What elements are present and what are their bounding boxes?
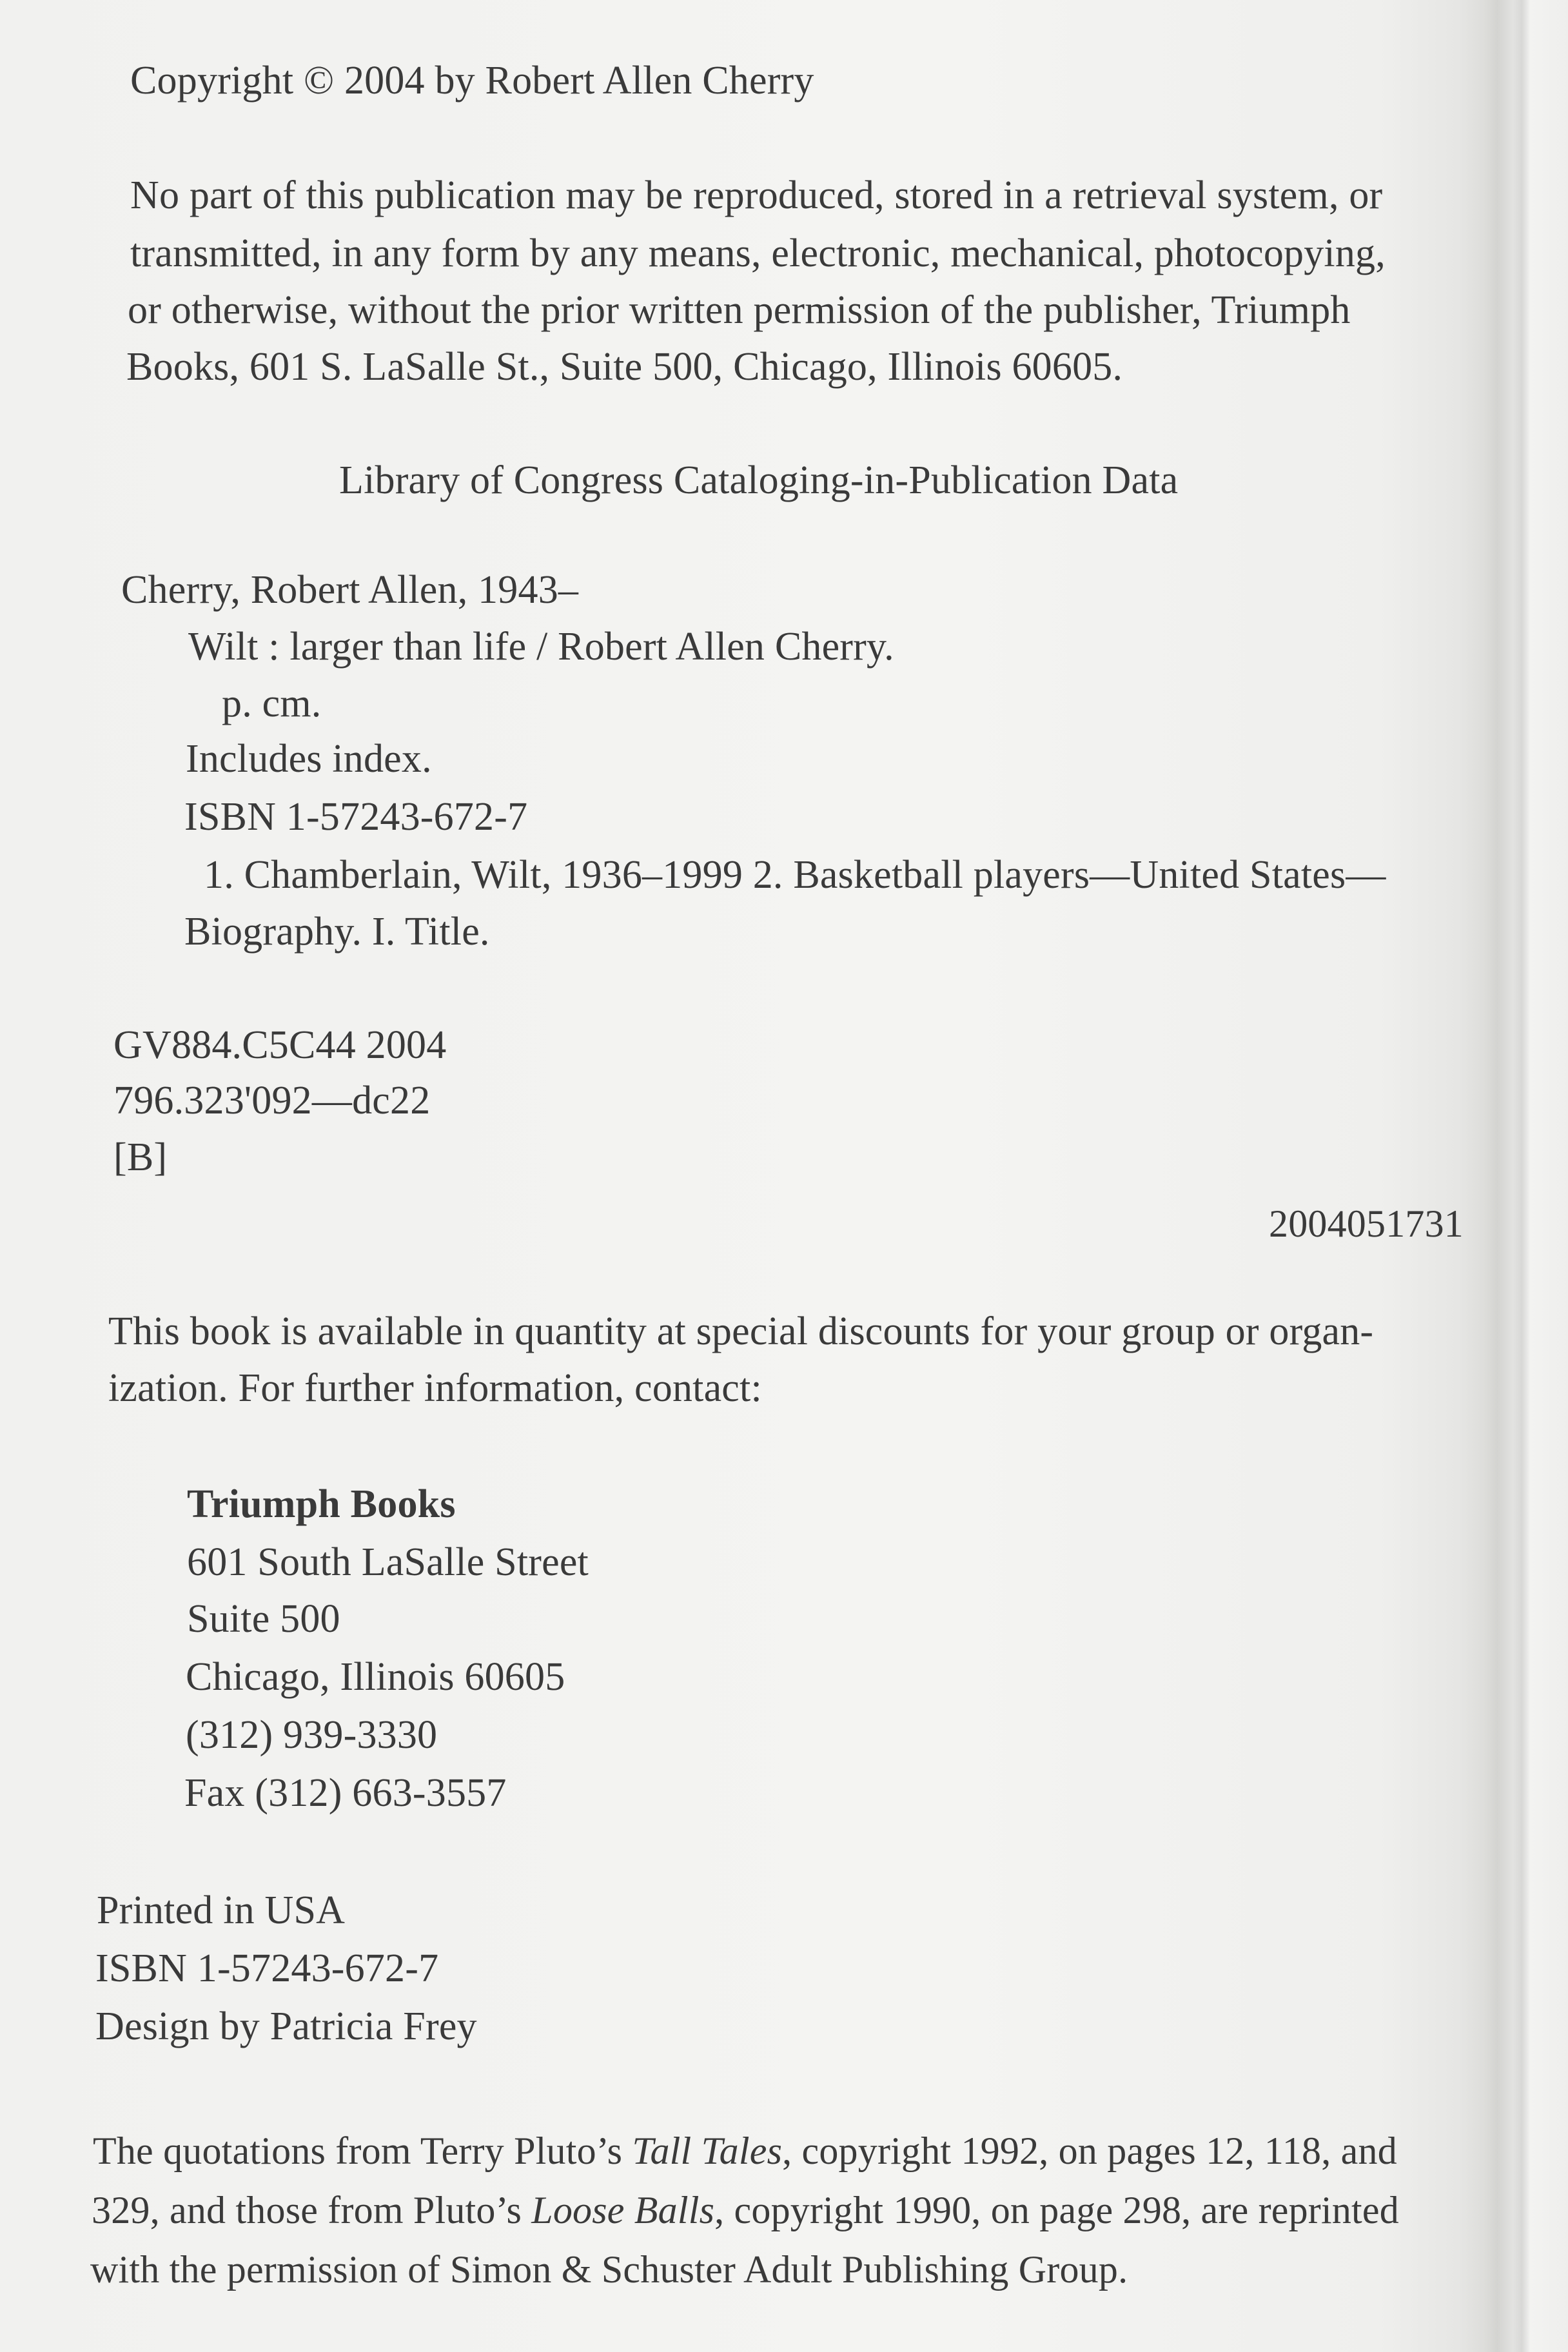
cip-title: Wilt : larger than life / Robert Allen Cherry. xyxy=(188,625,894,669)
cip-pages: p. cm. xyxy=(222,681,322,725)
availability-line-2: ization. For further information, contact: xyxy=(108,1366,762,1410)
page-edge-shadow xyxy=(1484,0,1568,2352)
cip-class-3: [B] xyxy=(113,1135,168,1179)
cip-subjects-2: Biography. I. Title. xyxy=(184,910,490,954)
rights-line-4: Books, 601 S. LaSalle St., Suite 500, Chicago, Illinois 60605. xyxy=(126,345,1123,389)
permissions-line-2 xyxy=(92,2191,1399,2230)
availability-line-1: This book is available in quantity at special discounts for your group or organ- xyxy=(108,1309,1374,1353)
design-credit: Design by Patricia Frey xyxy=(95,2004,477,2048)
cip-class-2: 796.323'092—dc22 xyxy=(113,1079,431,1122)
permissions-text: , copyright 1990, on page 298, are reprinted xyxy=(714,2189,1399,2231)
printing-isbn: ISBN 1-57243-672-7 xyxy=(95,1946,439,1990)
publisher-suite: Suite 500 xyxy=(187,1597,340,1641)
cip-subjects-1: 1. Chamberlain, Wilt, 1936–1999 2. Basketball players—United States— xyxy=(204,853,1386,897)
cip-lccn: 2004051731 xyxy=(1269,1202,1464,1245)
rights-line-3: or otherwise, without the prior written permission of the publisher, Triumph xyxy=(128,288,1351,332)
cip-isbn: ISBN 1-57243-672-7 xyxy=(184,795,528,839)
permissions-text: The quotations from Terry Pluto’s xyxy=(93,2130,632,2172)
rights-line-2: transmitted, in any form by any means, electronic, mechanical, photocopying, xyxy=(130,231,1386,275)
publisher-fax: Fax (312) 663-3557 xyxy=(184,1771,507,1815)
permissions-text: , copyright 1992, on pages 12, 118, and xyxy=(782,2130,1397,2172)
cip-class-1: GV884.C5C44 2004 xyxy=(113,1023,447,1067)
copyright-notice: Copyright © 2004 by Robert Allen Cherry xyxy=(130,59,814,103)
permissions-line-3: with the permission of Simon & Schuster Adult Publishing Group. xyxy=(90,2248,1128,2291)
publisher-street: 601 South LaSalle Street xyxy=(187,1540,589,1584)
cip-index: Includes index. xyxy=(186,737,432,781)
publisher-phone: (312) 939-3330 xyxy=(186,1713,438,1757)
publisher-city: Chicago, Illinois 60605 xyxy=(186,1655,565,1699)
cip-heading: Library of Congress Cataloging-in-Publication Data xyxy=(339,458,1179,502)
permissions-text: 329, and those from Pluto’s xyxy=(92,2189,532,2231)
permissions-line-1 xyxy=(93,2132,1397,2170)
cip-author: Cherry, Robert Allen, 1943– xyxy=(121,568,579,612)
publisher-name: Triumph Books xyxy=(187,1482,456,1526)
book-title-tall-tales: Tall Tales xyxy=(632,2130,783,2172)
printed-in: Printed in USA xyxy=(97,1888,346,1932)
rights-line-1: No part of this publication may be reproduced, stored in a retrieval system, or xyxy=(130,173,1383,217)
book-title-loose-balls: Loose Balls xyxy=(531,2189,715,2231)
